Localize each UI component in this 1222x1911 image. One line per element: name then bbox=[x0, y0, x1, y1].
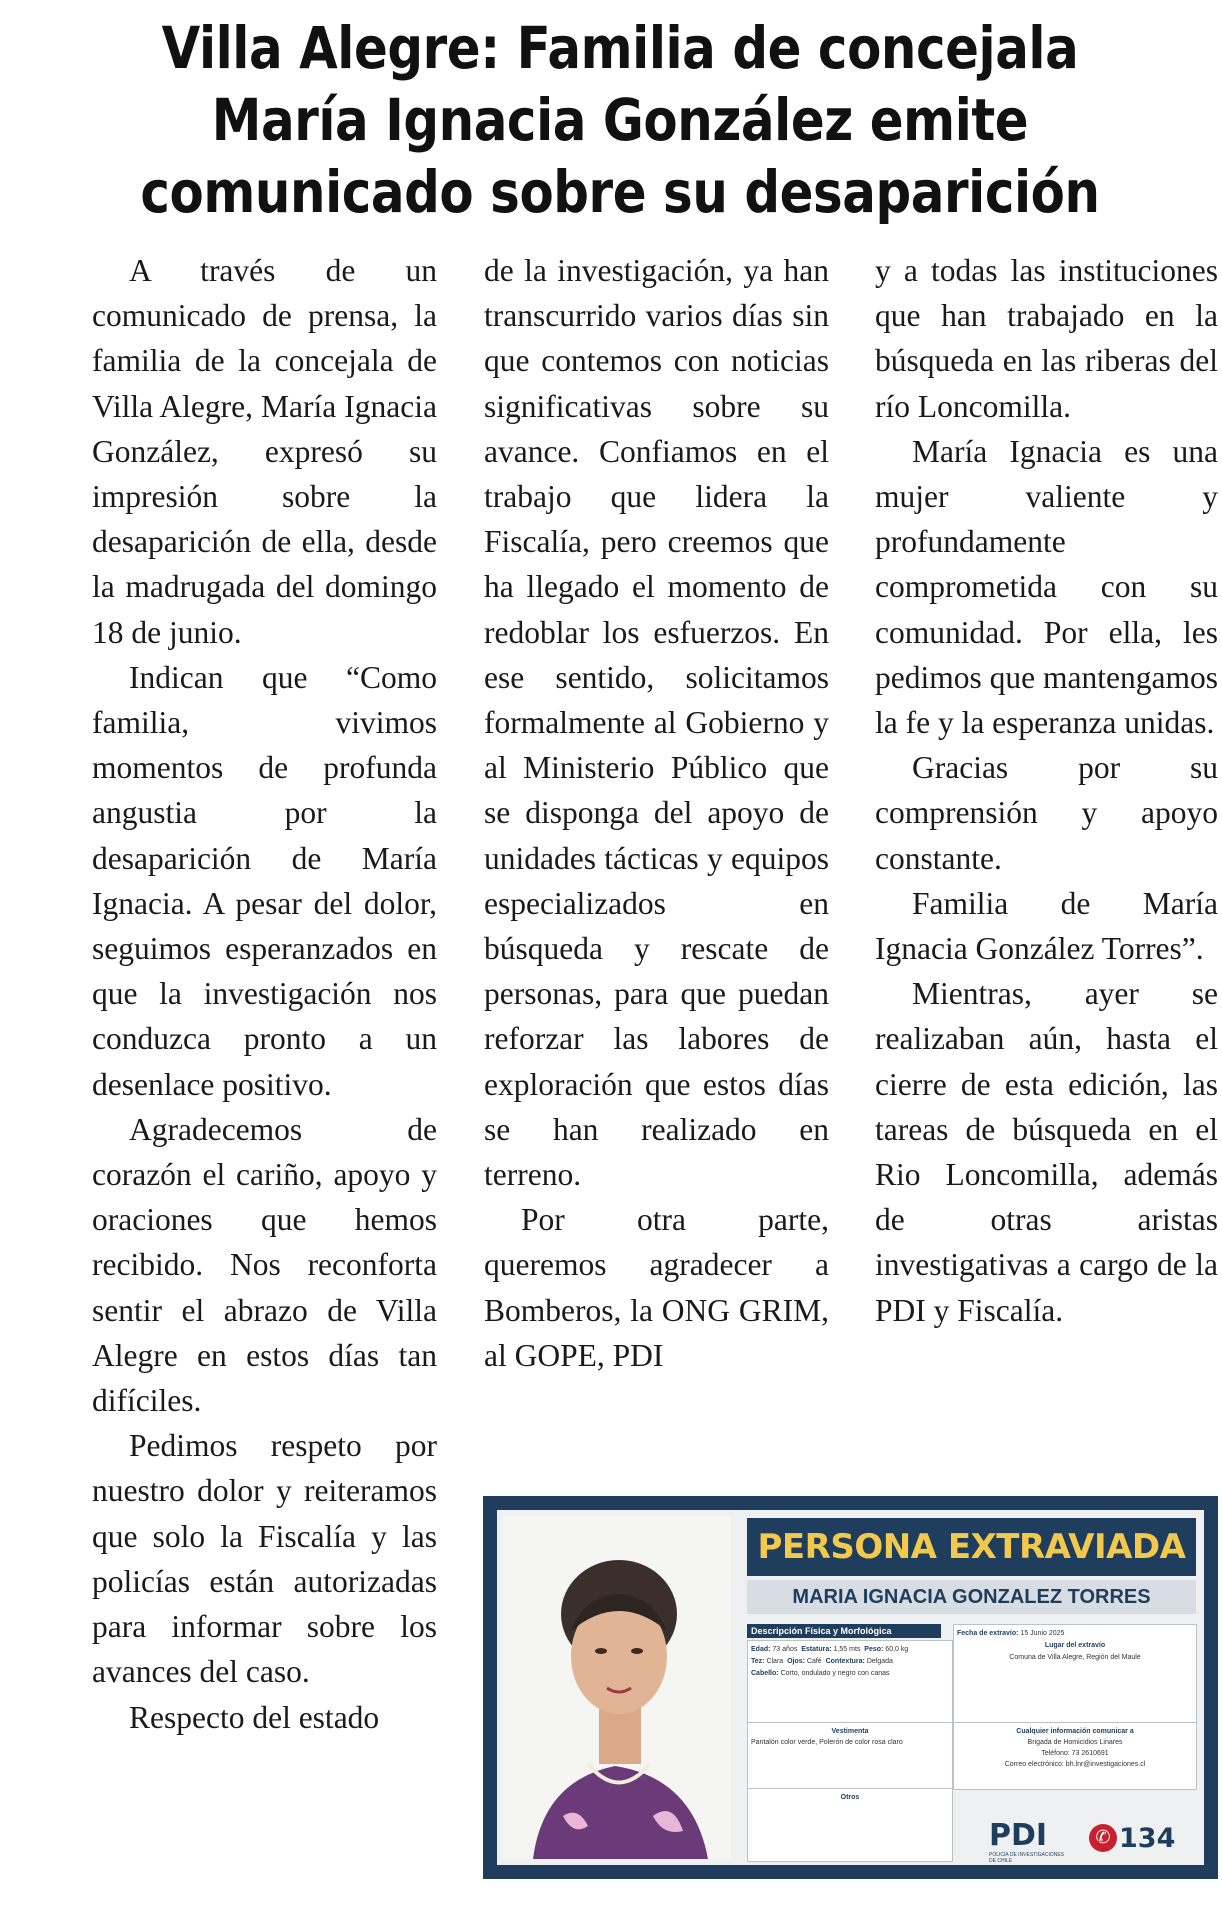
article-paragraph: y a todas las instituciones que han trabajado en la búsqueda en las riberas del río Loncomilla. bbox=[875, 253, 1218, 424]
missing-person-poster bbox=[483, 1496, 1218, 1879]
article-column-3 bbox=[875, 248, 1218, 1333]
pdi-logo-subtitle: POLICÍA DE INVESTIGACIONES DE CHILE bbox=[989, 1852, 1065, 1864]
description-box: Edad: 73 años Estatura: 1,55 mts Peso: 60,0 kg Tez: Clara Ojos: Café Contextura: Delgada Cabello: Corto, ondulado y negro con canas bbox=[747, 1640, 953, 1724]
article-paragraph: Indican que “Como familia, vivimos momentos de profunda angustia por la desaparición de María Ignacia. A pesar del dolor, seguimos esperanzados en que la investigación nos conduzca pronto a un desenlace positivo. bbox=[92, 659, 437, 1102]
article-paragraph: Agradecemos de corazón el cariño, apoyo y oraciones que hemos recibido. Nos reconforta sentir el abrazo de Villa Alegre en estos días tan difíciles. bbox=[92, 1111, 437, 1419]
article-paragraph: Pedimos respeto por nuestro dolor y reiteramos que solo la Fiscalía y las policías están autorizadas para informar sobre los avances del caso. bbox=[92, 1428, 437, 1690]
contact-box: Cualquier información comunicar a Brigada de Homicidios Linares Teléfono: 73 2610691 Correo electrónico: bh.lnr@investigaciones.cl bbox=[953, 1722, 1197, 1790]
article-paragraph: Respecto del estado bbox=[129, 1699, 380, 1735]
article-column-1 bbox=[92, 248, 437, 1740]
article-paragraph: Por otra parte, queremos agradecer a Bomberos, la ONG GRIM, al GOPE, PDI bbox=[484, 1202, 829, 1373]
missing-person-photo bbox=[503, 1516, 731, 1859]
emergency-number: 134 bbox=[1119, 1823, 1176, 1854]
phone-icon: ✆ bbox=[1089, 1824, 1117, 1852]
others-box: Otros bbox=[747, 1788, 953, 1862]
description-header: Descripción Física y Morfológica bbox=[747, 1624, 941, 1638]
headline: Villa Alegre: Familia de concejala María Ignacia González emite comunicado sobre su desaparición bbox=[140, 14, 1100, 226]
article-paragraph: A través de un comunicado de prensa, la familia de la concejala de Villa Alegre, María Ignacia González, expresó su impresión sobre la desaparición de ella, desde la madrugada del domingo 18 de junio. bbox=[92, 253, 437, 650]
pdi-logo: PDI bbox=[989, 1818, 1048, 1853]
article-paragraph: Familia de María Ignacia González Torres”. bbox=[875, 885, 1218, 967]
poster-title: PERSONA EXTRAVIADA bbox=[747, 1518, 1196, 1576]
date-place-box: Fecha de extravío: 15 Junio 2025 Lugar del extravío Comuna de Villa Alegre, Región del Maule bbox=[953, 1624, 1197, 1724]
article-paragraph: María Ignacia es una mujer valiente y profundamente comprometida con su comunidad. Por ella, les pedimos que mantengamos la fe y la esperanza unidas. bbox=[875, 433, 1218, 741]
article-paragraph: Mientras, ayer se realizaban aún, hasta el cierre de esta edición, las tareas de búsqueda en el Rio Loncomilla, además de otras aristas investigativas a cargo de la PDI y Fiscalía. bbox=[875, 976, 1218, 1328]
clothing-box: Vestimenta Pantalón color verde, Polerón de color rosa claro bbox=[747, 1722, 953, 1790]
poster-name: MARIA IGNACIA GONZALEZ TORRES bbox=[747, 1580, 1196, 1614]
article-column-2 bbox=[484, 248, 829, 1378]
article-paragraph: Gracias por su comprensión y apoyo constante. bbox=[875, 750, 1218, 876]
article-paragraph: de la investigación, ya han transcurrido varios días sin que contemos con noticias significativas sobre su avance. Confiamos en el trabajo que lidera la Fiscalía, pero creemos que ha llegado el momento de redoblar los esfuerzos. En ese sentido, solicitamos formalmente al Gobierno y al Ministerio Público que se disponga del apoyo de unidades tácticas y equipos especializados en búsqueda y rescate de personas, para que puedan reforzar las labores de exploración que estos días se han realizado en terreno. bbox=[484, 253, 829, 1193]
